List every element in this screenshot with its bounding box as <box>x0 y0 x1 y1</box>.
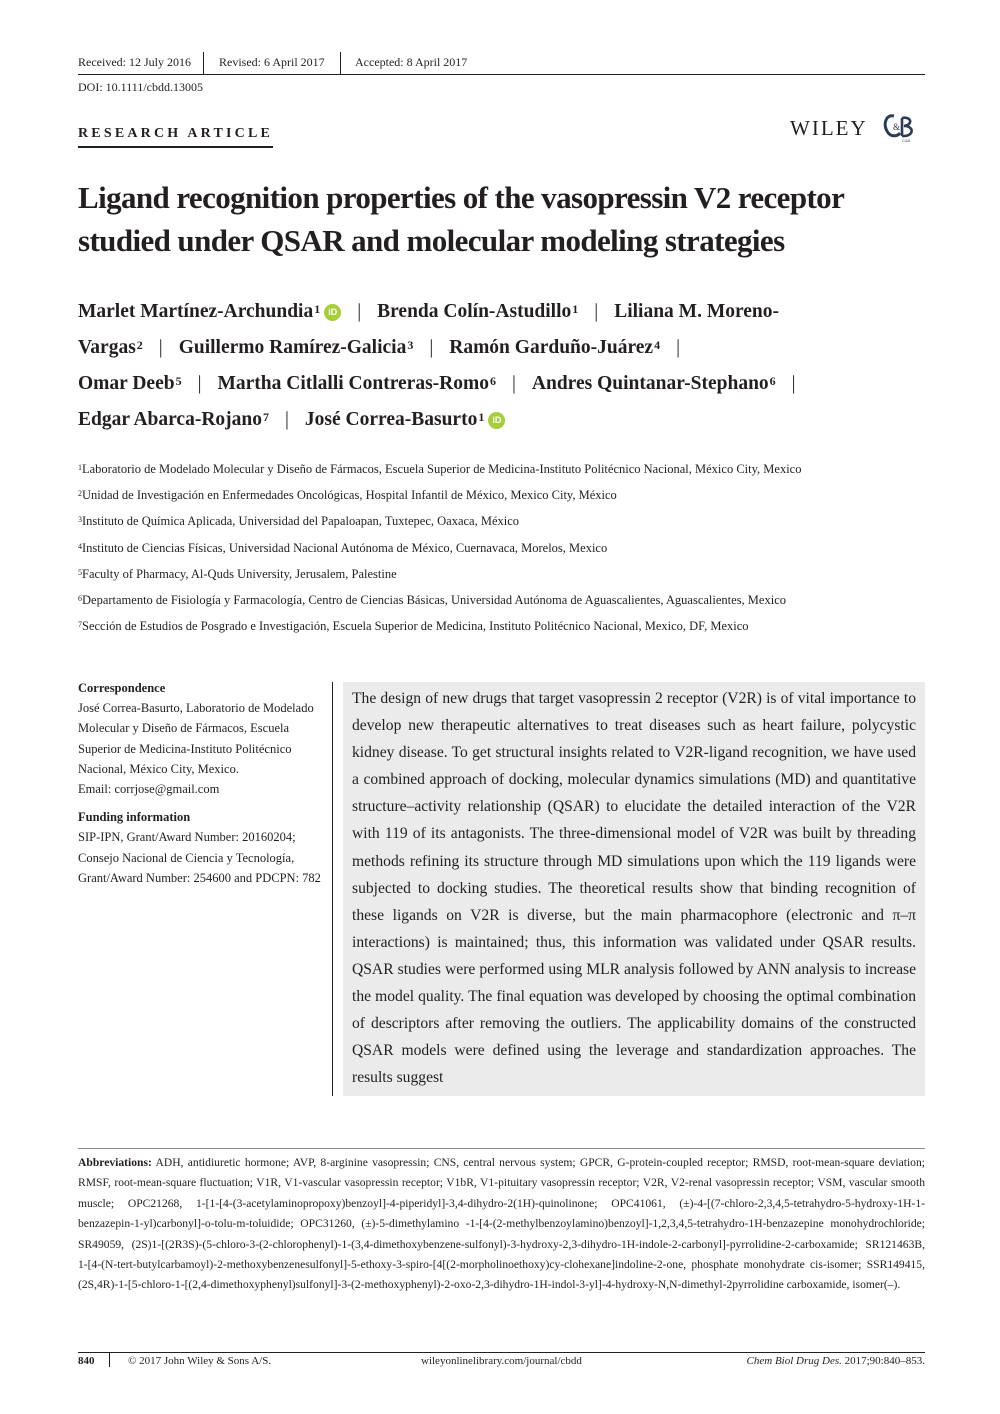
orcid-icon[interactable]: iD <box>324 304 341 321</box>
author-name[interactable]: Andres Quintanar-Stephano <box>531 373 769 394</box>
funding-heading: Funding information <box>78 810 191 825</box>
affiliation-marker: 2 <box>136 338 143 352</box>
affiliation-number: 7 <box>78 620 82 630</box>
affiliation-text: Sección de Estudios de Posgrado e Investigación, Escuela Superior de Medicina, Instituto Politécnico Nacional, Mexico, DF, Mexico <box>82 619 749 634</box>
abbreviations-footnote <box>78 1148 925 1296</box>
journal-name: Chem Biol Drug Des. <box>746 1355 842 1367</box>
affiliation-marker: 1 <box>314 302 321 316</box>
author-name[interactable]: Ramón Garduño-Juárez <box>449 337 654 358</box>
affiliation-text: Unidad de Investigación en Enfermedades Oncológicas, Hospital Infantil de México, Mexico City, México <box>82 488 617 503</box>
copyright: © 2017 John Wiley & Sons A/S. <box>128 1355 272 1367</box>
correspondence-text: José Correa-Basurto, Laboratorio de Modelado Molecular y Diseño de Fármacos, Escuela Superior de Medicina-Instituto Politécnico Nacional, México City, Mexico. <box>78 701 314 776</box>
article-history-row <box>78 52 925 75</box>
journal-url[interactable]: wileyonlinelibrary.com/journal/cbdd <box>421 1355 582 1367</box>
affiliation-number: 4 <box>78 541 82 551</box>
separator: | <box>512 373 516 394</box>
author-name[interactable]: Martha Citlalli Contreras-Romo <box>217 373 489 394</box>
affiliation-text: Instituto de Ciencias Físicas, Universidad Nacional Autónoma de México, Cuernavaca, Morelos, Mexico <box>82 540 608 555</box>
separator: | <box>429 337 434 358</box>
affiliation-marker: 7 <box>263 410 270 424</box>
separator: | <box>791 373 796 394</box>
accepted-date: Accepted: 8 April 2017 <box>355 55 468 69</box>
author-name[interactable]: Guillermo Ramírez-Galicia <box>178 337 407 358</box>
column-divider <box>332 682 333 1096</box>
affiliation-list <box>78 456 938 639</box>
affiliation-item <box>78 482 938 508</box>
svg-text:C&B: C&B <box>902 138 911 143</box>
abbreviations-label: Abbreviations: <box>78 1156 152 1169</box>
affiliation-number: 3 <box>78 515 82 525</box>
publisher-logo: WILEY <box>790 116 868 140</box>
citation <box>747 1355 925 1367</box>
journal-logo-icon <box>880 110 920 144</box>
affiliation-marker: 6 <box>490 374 496 388</box>
separator: | <box>158 337 163 358</box>
affiliation-item <box>78 456 938 482</box>
affiliation-marker: 1 <box>572 302 579 316</box>
affiliation-marker: 5 <box>175 374 182 388</box>
author-name[interactable]: Marlet Martínez-Archundia <box>78 301 314 322</box>
divider <box>109 1353 110 1367</box>
separator: | <box>357 301 362 322</box>
affiliation-item <box>78 613 938 639</box>
page-number: 840 <box>78 1355 95 1367</box>
affiliation-item <box>78 561 938 587</box>
author-name[interactable]: Brenda Colín-Astudillo <box>377 301 572 322</box>
affiliation-item <box>78 535 938 561</box>
citation-detail: 2017;90:840–853. <box>841 1355 925 1367</box>
correspondence-email[interactable]: Email: corrjose@gmail.com <box>78 782 220 797</box>
affiliation-marker: 6 <box>769 374 776 388</box>
affiliation-number: 6 <box>78 594 82 604</box>
divider <box>340 52 341 74</box>
title-line-1: Ligand recognition properties of the vasopressin V2 receptor <box>78 180 845 215</box>
affiliation-text: Instituto de Química Aplicada, Universidad del Papaloapan, Tuxtepec, Oaxaca, México <box>82 514 520 529</box>
affiliation-marker: 3 <box>407 338 414 352</box>
author-name[interactable]: Liliana M. Moreno- <box>614 301 780 322</box>
affiliation-marker: 1 <box>478 410 485 424</box>
funding-text: SIP-IPN, Grant/Award Number: 20160204; Consejo Nacional de Ciencia y Tecnología, Grant/Award Number: 254600 and PDCPN: 782 <box>78 830 321 885</box>
separator: | <box>676 337 680 358</box>
affiliation-item <box>78 508 938 534</box>
correspondence-sidebar <box>78 678 323 896</box>
author-line <box>78 402 938 438</box>
orcid-icon[interactable]: iD <box>488 412 505 429</box>
abbreviations-text: ADH, antidiuretic hormone; AVP, 8-arginine vasopressin; CNS, central nervous system; GPCR, G-protein-coupled receptor; RMSD, root-mean-square deviation; RMSF, root-mean-square fluctuation; V1R, V1-vascular vasopressin receptor; V1bR, V1-pituitary vasopressin receptor; V2R, V2-renal vasopressin receptor; VSM, vascular smooth muscle; OPC21268, 1-[1-[4-(3-acetylaminopropoxy)benzoyl]-4-piperidyl]-3,4-dihydro-2(1H)-quinolinone; OPC41061, (±)-4-[(7-chloro-2,3,4,5-tetrahydro-5-hydroxy-1H-1-benzazepin-1-yl)carbonyl]-o-tolu-m-toluidide; OPC31260, (±)-5-dimethylamino -1-[4-(2-methylbenzoylamino)benzoyl]-1,2,3,4,5-tetrahydro-1H-benzazepine monohydrochloride; SR49059, (2S)1-[(2R3S)-(5-chloro-3-(2-chlorophenyl)-1-(3,4-dimethoxybenzene-sulfonyl)-3-hydroxy-2,3-dihydro-1H-indole-2-carbonyl]-pyrrolidine-2-carboxamide; SR121463B, 1-[4-(N-tert-butylcarbamoyl)-2-methoxybenzenesulfonyl]-5-ethoxy-3-spiro-[4[(2-morpholinoethoxy)cy-clohexane]indoline-2-one, phosphate monohydrate cis-isomer; SSR149415, (2S,4R)-1-[5-chloro-1-[(2,4-dimethoxyphenyl)sulfonyl]-3-(2-methoxyphenyl)-2-oxo-2,3-dihydro-1H-indol-3-yl]-4-hydroxy-N,N-dimethyl-2pyrrolidine carboxamide, isomer(–). <box>78 1156 925 1292</box>
abstract-box <box>343 682 925 1096</box>
author-line <box>78 366 938 402</box>
author-name[interactable]: Omar Deeb <box>78 373 175 394</box>
author-line <box>78 330 938 366</box>
affiliation-number: 1 <box>78 463 82 472</box>
affiliation-number: 2 <box>78 489 82 499</box>
affiliation-number: 5 <box>78 567 82 577</box>
article-type-label: RESEARCH ARTICLE <box>78 126 273 148</box>
author-name[interactable]: Vargas <box>78 337 136 358</box>
affiliation-marker: 4 <box>654 338 661 352</box>
author-list <box>78 294 938 438</box>
page-footer <box>78 1352 925 1369</box>
divider <box>203 52 204 74</box>
correspondence-heading: Correspondence <box>78 681 166 695</box>
affiliation-text: Departamento de Fisiología y Farmacología, Centro de Ciencias Básicas, Universidad Autónoma de Aguascalientes, Aguascalientes, Mexico <box>82 593 786 608</box>
doi[interactable]: DOI: 10.1111/cbdd.13005 <box>78 80 203 94</box>
title-line-2: studied under QSAR and molecular modeling strategies <box>78 223 785 258</box>
author-name[interactable]: José Correa-Basurto <box>304 409 478 430</box>
received-date: Received: 12 July 2016 <box>78 55 191 69</box>
author-name[interactable]: Edgar Abarca-Rojano <box>78 409 263 430</box>
article-title <box>78 176 938 262</box>
author-line <box>78 294 938 330</box>
abstract-text: The design of new drugs that target vasopressin 2 receptor (V2R) is of vital importance to develop new therapeutic alternatives to treat diseases such as heart failure, polycystic kidney disease. To get structural insights related to V2R-ligand recognition, we have used a combined approach of docking, molecular dynamics simulations (MD) and quantitative structure–activity relationship (QSAR) to elucidate the detailed interaction of the V2R with 119 of its antagonists. The three-dimensional model of V2R was built by threading methods refining its structure through MD simulations upon which the 119 ligands were subjected to docking studies. The theoretical results show that binding recognition of these ligands on V2R is diverse, but the main pharmacophore (electronic and π–π interactions) is maintained; thus, this information was validated under QSAR results. QSAR studies were performed using MLR analysis followed by ANN analysis to increase the model quality. The final equation was developed by choosing the optimal combination of descriptors after removing the outliers. The applicability domains of the constructed QSAR models were defined using the leverage and standardization approaches. The results suggest <box>352 690 916 1087</box>
affiliation-text: Faculty of Pharmacy, Al-Quds University, Jerusalem, Palestine <box>82 566 397 581</box>
separator: | <box>197 373 202 394</box>
separator: | <box>285 409 289 430</box>
separator: | <box>594 301 599 322</box>
revised-date: Revised: 6 April 2017 <box>219 55 325 69</box>
svg-text:&: & <box>893 122 901 132</box>
affiliation-text: Laboratorio de Modelado Molecular y Diseño de Fármacos, Escuela Superior de Medicina-Instituto Politécnico Nacional, México City, Mexico <box>82 462 802 476</box>
affiliation-item <box>78 587 938 613</box>
